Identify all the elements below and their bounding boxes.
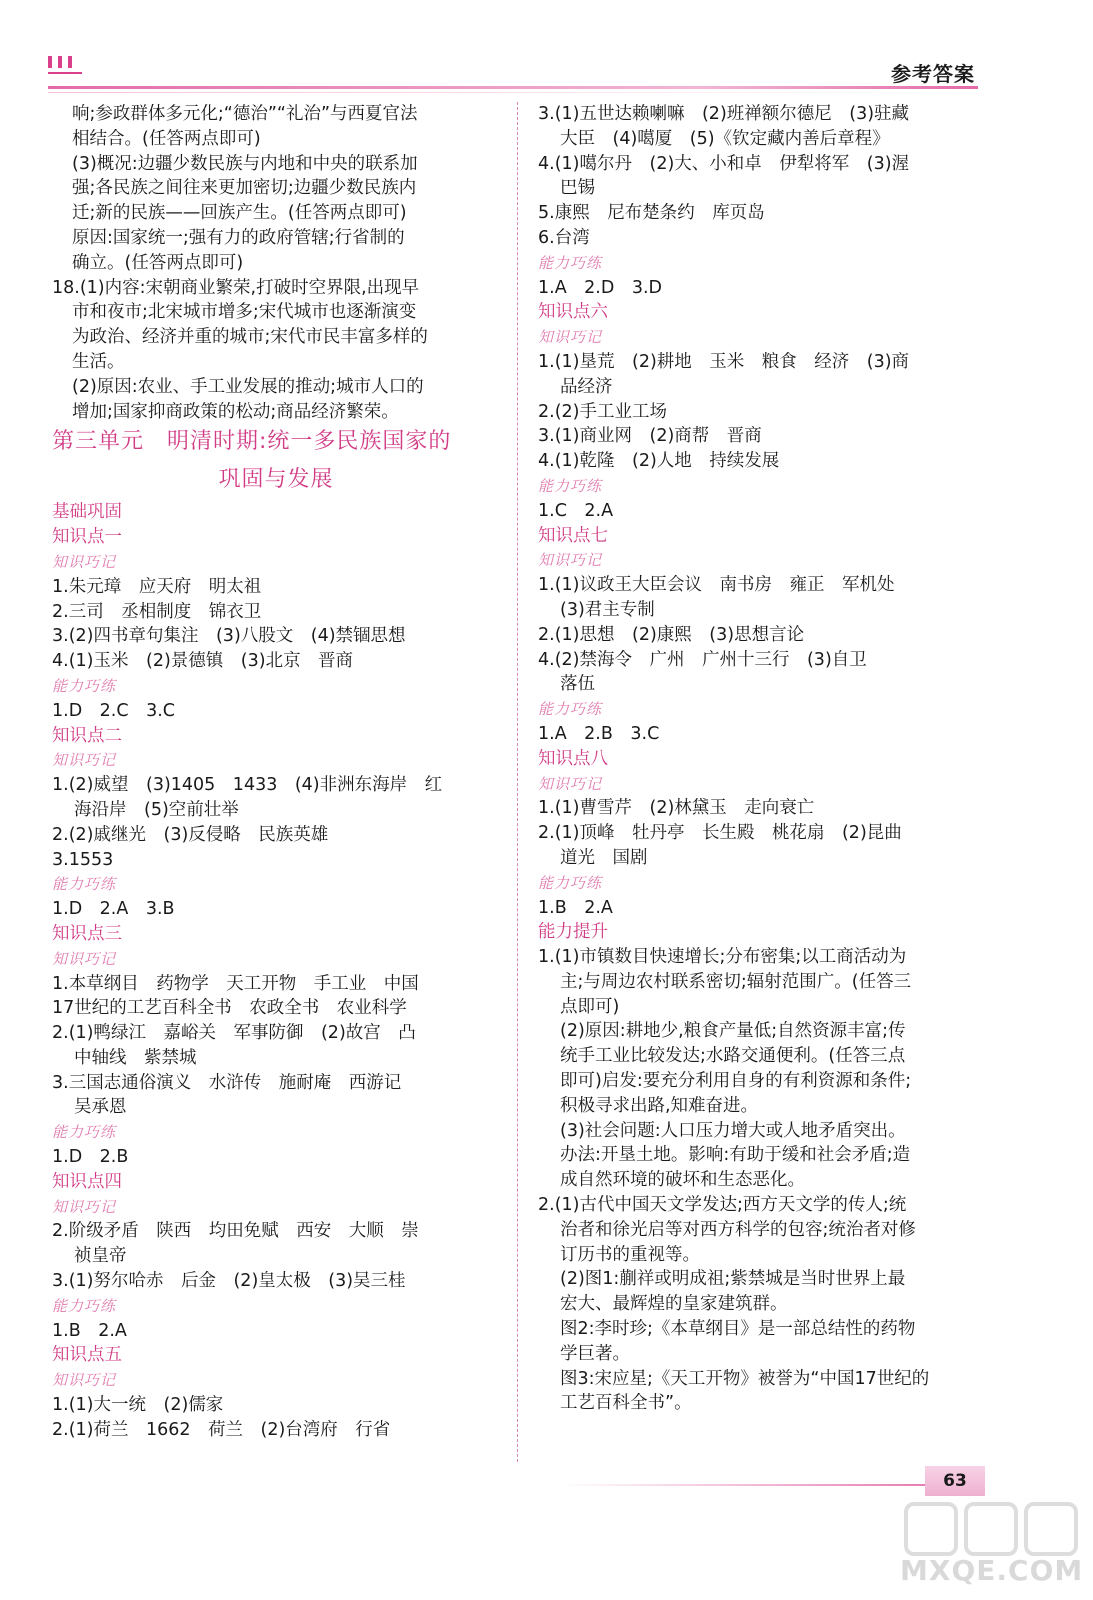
subsection-heading: 能力巧练	[52, 676, 117, 695]
right-answer-line: 2.(1)顶峰 牡丹亭 长生殿 桃花扇 (2)昆曲	[538, 823, 902, 844]
left-answer-line: 市和夜市;北宋城市增多;宋代城市也逐渐演变	[72, 302, 417, 323]
right-answer-line: 1.(1)市镇数目快速增长;分布密集;以工商活动为	[538, 947, 907, 968]
left-answer-line: 响;参政群体多元化;“德治”“礼治”与西夏官法	[72, 104, 418, 124]
left-answer-line: 17世纪的工艺百科全书 农政全书 农业科学	[52, 998, 407, 1019]
right-answer-line: 积极寻求出路,知难奋进。	[560, 1095, 759, 1116]
subsection-heading: 知识巧记	[538, 328, 603, 347]
header-logo-icon	[48, 52, 88, 76]
left-answer-line: 18.(1)内容:宋朝商业繁荣,打破时空界限,出现早	[52, 277, 420, 298]
right-answer-line: 6.台湾	[538, 227, 590, 248]
right-answer-line: 1.C 2.A	[538, 500, 614, 521]
section-heading: 知识点六	[538, 302, 608, 323]
subsection-heading: 能力巧练	[538, 700, 603, 719]
watermark-logo-icon	[900, 1496, 1080, 1552]
left-answer-line: 3.(2)四书章句集注 (3)八股文 (4)禁锢思想	[52, 626, 406, 647]
right-answer-line: 5.康熙 尼布楚条约 库页岛	[538, 203, 765, 224]
right-answer-line: 1.(1)垦荒 (2)耕地 玉米 粮食 经济 (3)商	[538, 351, 910, 372]
right-answer-line: 统手工业比较发达;水路交通便利。(任答三点	[560, 1046, 906, 1067]
subsection-heading: 能力巧练	[52, 1123, 117, 1142]
left-answer-line: 1.(1)大一统 (2)儒家	[52, 1395, 224, 1416]
right-answer-line: 4.(2)禁海令 广州 广州十三行 (3)自卫	[538, 649, 867, 670]
subsection-heading: 知识巧记	[52, 751, 117, 770]
right-answer-line: 巴锡	[560, 178, 595, 199]
left-answer-line: 3.三国志通俗演义 水浒传 施耐庵 西游记	[52, 1072, 402, 1093]
right-answer-line: 2.(1)古代中国天文学发达;西方天文学的传人;统	[538, 1195, 907, 1216]
section-heading: 知识点二	[52, 725, 122, 746]
right-answer-line: (3)君主专制	[560, 599, 655, 620]
subsection-heading: 能力巧练	[52, 1296, 117, 1315]
watermark-text: MXQE.COM	[900, 1554, 1084, 1587]
left-answer-line: 2.(2)戚继光 (3)反侵略 民族英雄	[52, 824, 329, 845]
right-answer-line: (3)社会问题:人口压力增大或人地矛盾突出。	[560, 1120, 906, 1141]
left-answer-line: 4.(1)玉米 (2)景德镇 (3)北京 晋商	[52, 651, 354, 672]
left-answer-line: 2.(1)荷兰 1662 荷兰 (2)台湾府 行省	[52, 1419, 391, 1440]
left-answer-line: 原因:国家统一;强有力的政府管辖;行省制的	[72, 227, 405, 248]
subsection-heading: 知识巧记	[52, 1197, 117, 1216]
right-answer-line: 1.(1)议政王大臣会议 南书房 雍正 军机处	[538, 575, 895, 596]
right-answer-line: 3.(1)商业网 (2)商帮 晋商	[538, 426, 762, 447]
right-answer-line: 大臣 (4)噶厦 (5)《钦定藏内善后章程》	[560, 128, 890, 149]
right-answer-line: 4.(1)噶尔丹 (2)大、小和卓 伊犁将军 (3)渥	[538, 153, 910, 174]
left-column	[52, 102, 500, 1443]
subsection-heading: 知识巧记	[52, 949, 117, 968]
column-divider	[517, 102, 518, 1462]
right-answer-line: 办法:开垦土地。影响:有助于缓和社会矛盾;造	[560, 1145, 911, 1166]
section-heading: 知识点七	[538, 525, 608, 546]
left-answer-line: 3.(1)努尔哈赤 后金 (2)皇太极 (3)吴三桂	[52, 1271, 406, 1292]
right-answer-line: 2.(2)手工业工场	[538, 401, 667, 422]
left-answer-line: 中轴线 紫禁城	[74, 1047, 197, 1068]
section-heading: 基础巩固	[52, 502, 122, 523]
left-answer-line: 确立。(任答两点即可)	[72, 252, 244, 273]
right-answer-line: 学巨著。	[560, 1343, 630, 1364]
left-answer-line: 增加;国家抑商政策的松动;商品经济繁荣。	[72, 401, 399, 422]
left-answer-line: 3.1553	[52, 849, 114, 870]
right-answer-line: 宏大、最辉煌的皇家建筑群。	[560, 1294, 788, 1315]
subsection-heading: 知识巧记	[52, 1371, 117, 1390]
left-answer-line: 1.B 2.A	[52, 1320, 127, 1341]
left-answer-line: 为政治、经济并重的城市;宋代市民丰富多样的	[72, 327, 428, 348]
right-answer-line: 1.A 2.D 3.D	[538, 277, 663, 298]
right-column	[538, 102, 994, 1416]
left-answer-line: 迁;新的民族——回族产生。(任答两点即可)	[72, 203, 407, 224]
page-number: 63	[925, 1466, 985, 1496]
left-answer-line: 1.D 2.A 3.B	[52, 899, 175, 920]
left-answer-line: 祯皇帝	[74, 1246, 127, 1267]
subsection-heading: 知识巧记	[52, 552, 117, 571]
header-rule-thin	[48, 92, 978, 93]
left-answer-line: 相结合。(任答两点即可)	[72, 128, 261, 149]
section-heading: 知识点四	[52, 1171, 122, 1192]
right-answer-line: 道光 国剧	[560, 847, 648, 868]
right-answer-line: 治者和徐光启等对西方科学的包容;统治者对修	[560, 1219, 916, 1240]
left-answer-line: 2.阶级矛盾 陕西 均田免赋 西安 大顺 崇	[52, 1221, 419, 1242]
section-heading: 知识点八	[538, 748, 608, 769]
subsection-heading: 能力巧练	[538, 873, 603, 892]
right-answer-line: 工艺百科全书”。	[560, 1393, 692, 1414]
left-answer-line: 1.(2)威望 (3)1405 1433 (4)非洲东海岸 红	[52, 775, 443, 796]
right-answer-line: 品经济	[560, 376, 613, 397]
unit-title: 第三单元 明清时期:统一多民族国家的	[52, 429, 452, 455]
right-answer-line: 主;与周边农村联系密切;辐射范围广。(任答三	[560, 971, 912, 992]
right-answer-line: 4.(1)乾隆 (2)人地 持续发展	[538, 451, 780, 472]
right-answer-line: 图3:宋应星;《天工开物》被誉为“中国17世纪的	[560, 1368, 930, 1389]
right-answer-line: 订历书的重视等。	[560, 1244, 700, 1265]
section-heading: 能力提升	[538, 922, 608, 943]
left-answer-line: 1.D 2.C 3.C	[52, 700, 176, 721]
left-answer-line: 2.三司 丞相制度 锦衣卫	[52, 601, 262, 622]
section-heading: 知识点一	[52, 527, 122, 548]
subsection-heading: 知识巧记	[538, 551, 603, 570]
left-answer-line: 吴承恩	[74, 1097, 127, 1118]
left-answer-line: 强;各民族之间往来更加密切;边疆少数民族内	[72, 178, 417, 199]
right-answer-line: (2)图1:蒯祥或明成祖;紫禁城是当时世界上最	[560, 1269, 906, 1290]
section-heading: 知识点三	[52, 923, 122, 944]
right-answer-line: 3.(1)五世达赖喇嘛 (2)班禅额尔德尼 (3)驻藏	[538, 104, 910, 124]
left-answer-line: 海沿岸 (5)空前壮举	[74, 799, 239, 820]
left-answer-line: 2.(1)鸭绿江 嘉峪关 军事防御 (2)故宫 凸	[52, 1023, 416, 1044]
header-rule	[48, 86, 978, 89]
subsection-heading: 能力巧练	[52, 875, 117, 894]
section-heading: 知识点五	[52, 1345, 122, 1366]
watermark	[900, 1496, 1084, 1592]
subsection-heading: 能力巧练	[538, 476, 603, 495]
left-answer-line: (3)概况:边疆少数民族与内地和中央的联系加	[72, 153, 418, 174]
right-answer-line: 1.A 2.B 3.C	[538, 723, 660, 744]
left-answer-line: 1.D 2.B	[52, 1147, 129, 1168]
subsection-heading: 能力巧练	[538, 253, 603, 272]
subsection-heading: 知识巧记	[538, 774, 603, 793]
right-answer-line: 1.(1)曹雪芹 (2)林黛玉 走向衰亡	[538, 798, 815, 819]
footer-rule	[560, 1484, 980, 1486]
right-answer-line: 1.B 2.A	[538, 897, 613, 918]
right-answer-line: 成自然环境的破坏和生态恶化。	[560, 1170, 805, 1191]
left-answer-line: (2)原因:农业、手工业发展的推动;城市人口的	[72, 376, 424, 397]
page-header	[0, 0, 1093, 100]
right-answer-line: 2.(1)思想 (2)康熙 (3)思想言论	[538, 624, 805, 645]
left-answer-line: 1.本草纲目 药物学 天工开物 手工业 中国	[52, 973, 419, 994]
right-answer-line: 落伍	[560, 674, 595, 695]
right-answer-line: (2)原因:耕地少,粮食产量低;自然资源丰富;传	[560, 1021, 906, 1042]
right-answer-line: 图2:李时珍;《本草纲目》是一部总结性的药物	[560, 1319, 916, 1340]
header-title: 参考答案	[891, 62, 975, 86]
right-answer-line: 即可)启发:要充分利用自身的有利资源和条件;	[560, 1071, 912, 1092]
left-answer-line: 生活。	[72, 351, 125, 372]
unit-title: 巩固与发展	[218, 467, 334, 493]
left-answer-line: 1.朱元璋 应天府 明太祖	[52, 576, 262, 597]
right-answer-line: 点即可)	[560, 996, 620, 1017]
